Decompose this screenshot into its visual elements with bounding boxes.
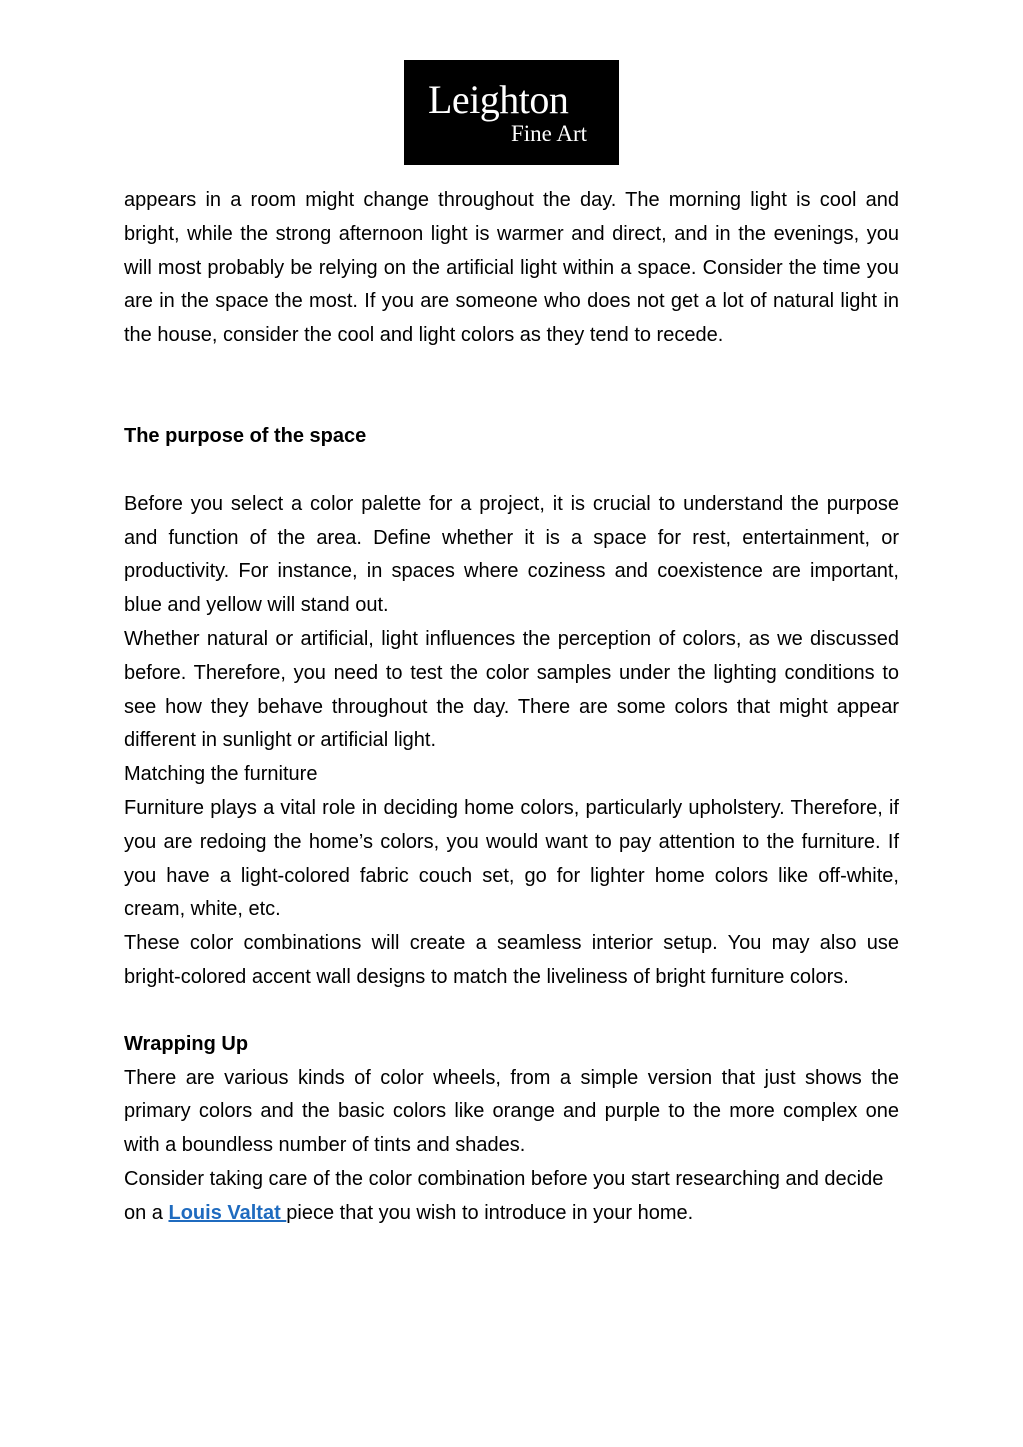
- leighton-fine-art-logo: [404, 60, 619, 165]
- furniture-paragraph-1: Furniture plays a vital role in deciding home colors, particularly upholstery. Therefore, if you are redoing the home’s colors, you would want to pay attention to the furniture. If you have a light-colored fabric couch set, go for lighter home colors like off-white, cream, white, etc.: [124, 796, 899, 921]
- spacer: [124, 353, 899, 420]
- wrapping-up-paragraph-1: There are various kinds of color wheels, from a simple version that just shows the primary colors and the basic colors like orange and purple to the more complex one with a boundless number of tints and shades.: [124, 1066, 899, 1157]
- logo-tagline: Fine Art: [511, 121, 588, 146]
- spacer: [124, 454, 899, 488]
- logo-wordmark: Leighton: [428, 77, 569, 122]
- paragraph-text: Consider taking care of the color combination before you start researching and decide on a: [124, 1167, 884, 1224]
- spacer: [124, 995, 899, 1028]
- furniture-subheading: Matching the furniture: [124, 763, 318, 786]
- furniture-paragraph-2: These color combinations will create a seamless interior setup. You may also use bright-colored accent wall designs to match the liveliness of bright furniture colors.: [124, 932, 899, 988]
- purpose-paragraph-2: Whether natural or artificial, light influences the perception of colors, as we discussed before. Therefore, you need to test the color samples under the lighting conditions to see how they behave throughout the day. There are some colors that might appear different in sunlight or artificial light.: [124, 627, 899, 752]
- section-heading-wrapping-up: Wrapping Up: [124, 1032, 249, 1055]
- paragraph-text: piece that you wish to introduce in your home.: [286, 1201, 694, 1224]
- purpose-paragraph-1: Before you select a color palette for a project, it is crucial to understand the purpose and function of the area. Define whether it is a space for rest, entertainment, or productivity. For instance, in spaces where coziness and coexistence are important, blue and yellow will stand out.: [124, 492, 899, 617]
- section-heading-purpose: The purpose of the space: [124, 424, 367, 447]
- document-body: [124, 184, 899, 1231]
- intro-paragraph: appears in a room might change throughout the day. The morning light is cool and bright, while the strong afternoon light is warmer and direct, and in the evenings, you will most probably be relying on the artificial light within a space. Consider the time you are in the space the most. If you are someone who does not get a lot of natural light in the house, consider the cool and light colors as they tend to recede.: [124, 189, 899, 347]
- wrapping-up-paragraph-2: [124, 1163, 899, 1231]
- louis-valtat-link[interactable]: Louis Valtat: [168, 1201, 287, 1224]
